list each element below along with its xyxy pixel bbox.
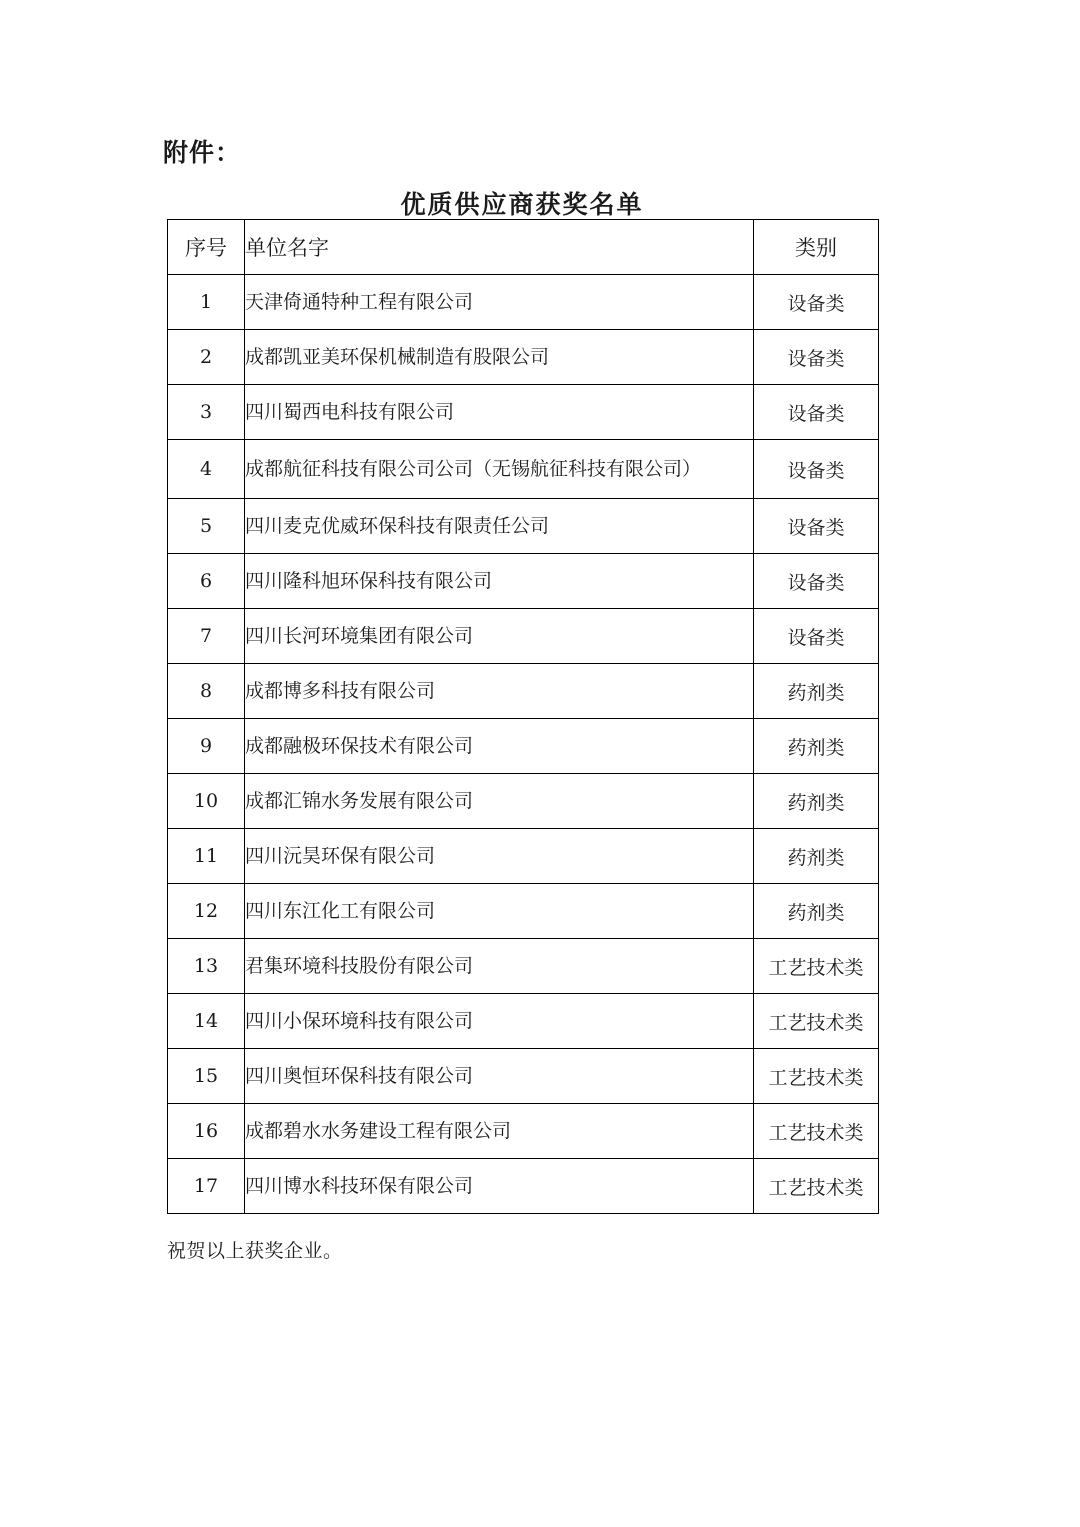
company-name-text: 成都博多科技有限公司 [245, 679, 436, 702]
company-name-text: 君集环境科技股份有限公司 [245, 954, 474, 977]
table-row [168, 719, 879, 774]
cell-index: 12 [168, 884, 245, 939]
cell-category: 工艺技术类 [754, 939, 879, 994]
cell-category: 药剂类 [754, 774, 879, 829]
cell-company-name [245, 275, 754, 330]
cell-category: 设备类 [754, 275, 879, 330]
company-name-text: 四川麦克优威环保科技有限责任公司 [245, 514, 550, 537]
company-name-text: 四川沅昊环保有限公司 [245, 844, 436, 867]
cell-index: 1 [168, 275, 245, 330]
table-row [168, 275, 879, 330]
cell-category: 设备类 [754, 330, 879, 385]
cell-category: 工艺技术类 [754, 1104, 879, 1159]
table-row [168, 829, 879, 884]
cell-category: 工艺技术类 [754, 994, 879, 1049]
cell-index: 9 [168, 719, 245, 774]
cell-index: 17 [168, 1159, 245, 1214]
cell-category: 设备类 [754, 499, 879, 554]
company-name-text: 成都航征科技有限公司公司（无锡航征科技有限公司） [245, 457, 702, 480]
cell-company-name [245, 440, 754, 499]
table-row [168, 499, 879, 554]
cell-index: 4 [168, 440, 245, 499]
table-row [168, 440, 879, 499]
table-row [168, 330, 879, 385]
table-row [168, 385, 879, 440]
footer-note: 祝贺以上获奖企业。 [167, 1240, 343, 1262]
cell-company-name [245, 994, 754, 1049]
cell-category: 设备类 [754, 609, 879, 664]
cell-company-name [245, 719, 754, 774]
table-row [168, 1049, 879, 1104]
table-header-row [168, 220, 879, 275]
award-list-table [167, 219, 879, 1214]
company-name-text: 四川奥恒环保科技有限公司 [245, 1064, 474, 1087]
cell-category: 设备类 [754, 440, 879, 499]
table-row [168, 1159, 879, 1214]
table-row [168, 664, 879, 719]
company-name-text: 成都汇锦水务发展有限公司 [245, 789, 474, 812]
table-row [168, 884, 879, 939]
column-header-name: 单位名字 [245, 220, 754, 275]
cell-company-name [245, 884, 754, 939]
cell-index: 13 [168, 939, 245, 994]
company-name-text: 天津倚通特种工程有限公司 [245, 290, 474, 313]
cell-category: 药剂类 [754, 884, 879, 939]
table-row [168, 939, 879, 994]
cell-category: 设备类 [754, 385, 879, 440]
cell-company-name [245, 330, 754, 385]
cell-index: 16 [168, 1104, 245, 1159]
column-header-category: 类别 [754, 220, 879, 275]
cell-index: 10 [168, 774, 245, 829]
company-name-text: 成都凯亚美环保机械制造有股限公司 [245, 345, 550, 368]
cell-company-name [245, 1049, 754, 1104]
company-name-text: 四川蜀西电科技有限公司 [245, 400, 455, 423]
company-name-text: 成都融极环保技术有限公司 [245, 734, 474, 757]
table-row [168, 609, 879, 664]
cell-category: 药剂类 [754, 829, 879, 884]
company-name-text: 四川长河环境集团有限公司 [245, 624, 474, 647]
cell-index: 3 [168, 385, 245, 440]
cell-company-name [245, 499, 754, 554]
cell-index: 14 [168, 994, 245, 1049]
cell-company-name [245, 385, 754, 440]
cell-company-name [245, 664, 754, 719]
table-row [168, 554, 879, 609]
cell-index: 2 [168, 330, 245, 385]
page-title: 优质供应商获奖名单 [400, 190, 644, 219]
cell-company-name [245, 1104, 754, 1159]
company-name-text: 成都碧水水务建设工程有限公司 [245, 1119, 512, 1142]
cell-index: 7 [168, 609, 245, 664]
table-row [168, 774, 879, 829]
company-name-text: 四川博水科技环保有限公司 [245, 1174, 474, 1197]
cell-index: 8 [168, 664, 245, 719]
cell-company-name [245, 774, 754, 829]
cell-company-name [245, 609, 754, 664]
cell-category: 药剂类 [754, 664, 879, 719]
cell-company-name [245, 829, 754, 884]
cell-category: 工艺技术类 [754, 1049, 879, 1104]
table-header [168, 220, 879, 275]
cell-category: 工艺技术类 [754, 1159, 879, 1214]
cell-index: 11 [168, 829, 245, 884]
table-row [168, 994, 879, 1049]
company-name-text: 四川东江化工有限公司 [245, 899, 436, 922]
cell-company-name [245, 1159, 754, 1214]
cell-index: 15 [168, 1049, 245, 1104]
attachment-label: 附件： [163, 138, 242, 167]
cell-category: 设备类 [754, 554, 879, 609]
table-row [168, 1104, 879, 1159]
cell-index: 6 [168, 554, 245, 609]
company-name-text: 四川隆科旭环保科技有限公司 [245, 569, 493, 592]
column-header-index: 序号 [168, 220, 245, 275]
cell-company-name [245, 939, 754, 994]
cell-category: 药剂类 [754, 719, 879, 774]
cell-company-name [245, 554, 754, 609]
cell-index: 5 [168, 499, 245, 554]
company-name-text: 四川小保环境科技有限公司 [245, 1009, 474, 1032]
table-body [168, 275, 879, 1214]
